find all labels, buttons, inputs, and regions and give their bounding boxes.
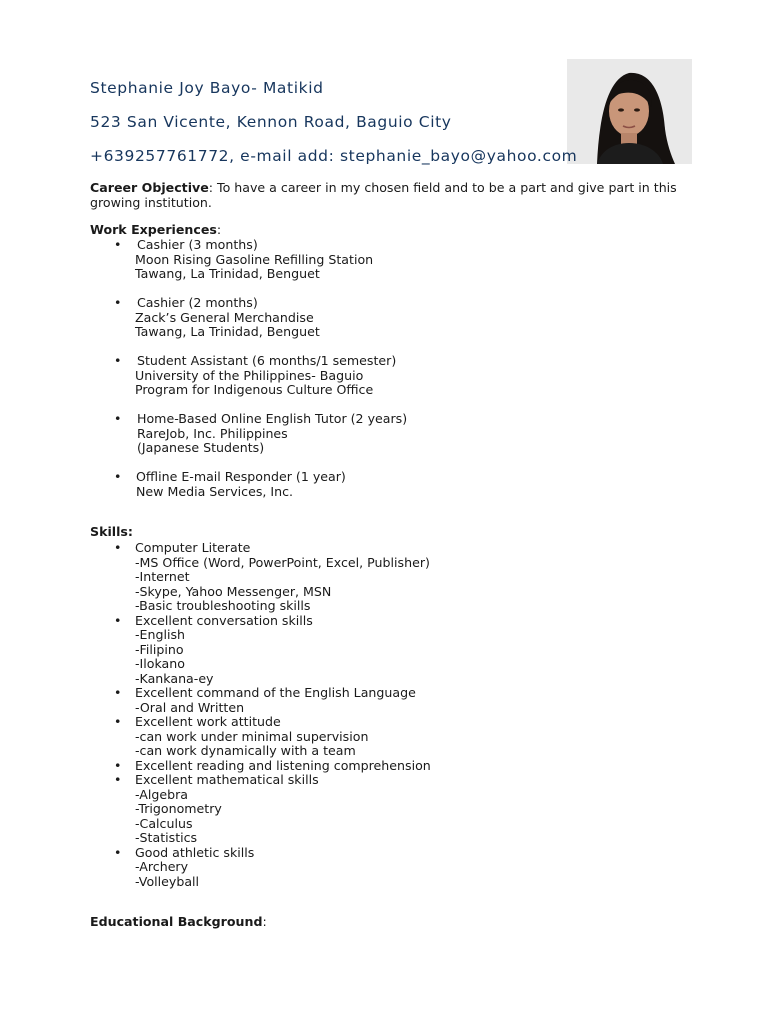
skill-item (90, 759, 690, 774)
skill-sub: -Volleyball (135, 873, 200, 889)
work-item (90, 412, 690, 456)
bullet-icon: • (114, 772, 122, 787)
skill-item (90, 614, 690, 687)
work-experiences-title: Work Experiences (90, 222, 217, 237)
work-employer: Zack’s General Merchandise (135, 309, 314, 325)
career-objective-label: Career Objective (90, 180, 209, 195)
skill-item (90, 715, 690, 759)
skill-sub: -Oral and Written (135, 699, 245, 715)
skill-label: Computer Literate (135, 540, 251, 555)
bullet-icon: • (114, 714, 122, 729)
profile-photo-image (567, 59, 692, 164)
skill-sub: -Ilokano (135, 656, 185, 671)
skill-sub: -Filipino (135, 641, 184, 657)
work-role: Home-Based Online English Tutor (2 years) (137, 411, 408, 426)
educational-background-heading (90, 915, 267, 930)
applicant-name: Stephanie Joy Bayo- Matikid (90, 79, 324, 97)
skills-list (90, 541, 690, 889)
work-employer: RareJob, Inc. Philippines (137, 425, 288, 441)
skill-sub: -Calculus (135, 815, 193, 831)
work-location: Program for Indigenous Culture Office (135, 382, 374, 397)
work-item (90, 470, 690, 499)
applicant-contact: +639257761772, e-mail add: stephanie_bayo@yahoo.com (90, 147, 578, 165)
skill-item (90, 846, 690, 890)
applicant-address: 523 San Vicente, Kennon Road, Baguio City (90, 113, 452, 131)
work-item (90, 296, 690, 340)
work-experiences-colon: : (216, 222, 222, 237)
skill-label: Excellent reading and listening comprehension (135, 757, 431, 773)
work-item (90, 354, 690, 398)
work-note: (Japanese Students) (137, 440, 265, 455)
skill-label: Excellent conversation skills (135, 612, 313, 628)
work-location: Tawang, La Trinidad, Benguet (135, 266, 320, 281)
bullet-icon: • (114, 469, 122, 484)
skill-sub: -MS Office (Word, PowerPoint, Excel, Publisher) (135, 554, 430, 570)
skill-sub: -Statistics (135, 830, 198, 845)
skill-sub: -Archery (135, 859, 189, 874)
work-location: Tawang, La Trinidad, Benguet (135, 324, 320, 339)
skill-sub: -can work under minimal supervision (135, 728, 369, 744)
skill-sub: -can work dynamically with a team (135, 743, 356, 758)
skill-item (90, 773, 690, 846)
skill-item (90, 686, 690, 715)
skill-sub: -Trigonometry (135, 801, 222, 816)
skill-label: Excellent command of the English Language (135, 685, 416, 700)
bullet-icon: • (114, 685, 122, 700)
profile-photo (567, 59, 692, 164)
bullet-icon: • (114, 757, 122, 773)
skill-sub: -Algebra (135, 786, 189, 802)
career-objective-text: : To have a career in my chosen field and to be a part and give part in this growing institution. (90, 180, 677, 210)
bullet-icon: • (114, 237, 122, 252)
bullet-icon: • (114, 612, 122, 628)
skill-sub: -Basic troubleshooting skills (135, 598, 311, 613)
educational-background-title: Educational Background (90, 914, 263, 929)
work-role: Cashier (3 months) (137, 237, 258, 252)
work-employer: New Media Services, Inc. (136, 483, 294, 499)
work-item (90, 238, 690, 282)
work-role: Student Assistant (6 months/1 semester) (137, 353, 397, 368)
career-objective (90, 181, 680, 210)
work-experiences-heading (90, 223, 221, 238)
skill-sub: -Skype, Yahoo Messenger, MSN (135, 583, 332, 599)
work-role: Offline E-mail Responder (1 year) (136, 469, 346, 484)
educational-background-colon: : (262, 914, 267, 929)
skill-label: Excellent work attitude (135, 714, 281, 729)
bullet-icon: • (114, 353, 122, 368)
skill-sub: -English (135, 627, 186, 642)
work-employer: University of the Philippines- Baguio (135, 367, 364, 383)
bullet-icon: • (114, 295, 122, 310)
skill-label: Excellent mathematical skills (135, 772, 319, 787)
skills-heading: Skills: (90, 524, 133, 539)
work-experiences-list (90, 238, 690, 514)
work-role: Cashier (2 months) (137, 295, 258, 310)
bullet-icon: • (114, 540, 122, 555)
skill-sub: -Kankana-ey (135, 670, 214, 686)
bullet-icon: • (114, 411, 122, 426)
skill-label: Good athletic skills (135, 844, 255, 860)
skill-sub: -Internet (135, 569, 190, 584)
bullet-icon: • (114, 844, 122, 860)
work-employer: Moon Rising Gasoline Refilling Station (135, 251, 374, 267)
skill-item (90, 541, 690, 614)
